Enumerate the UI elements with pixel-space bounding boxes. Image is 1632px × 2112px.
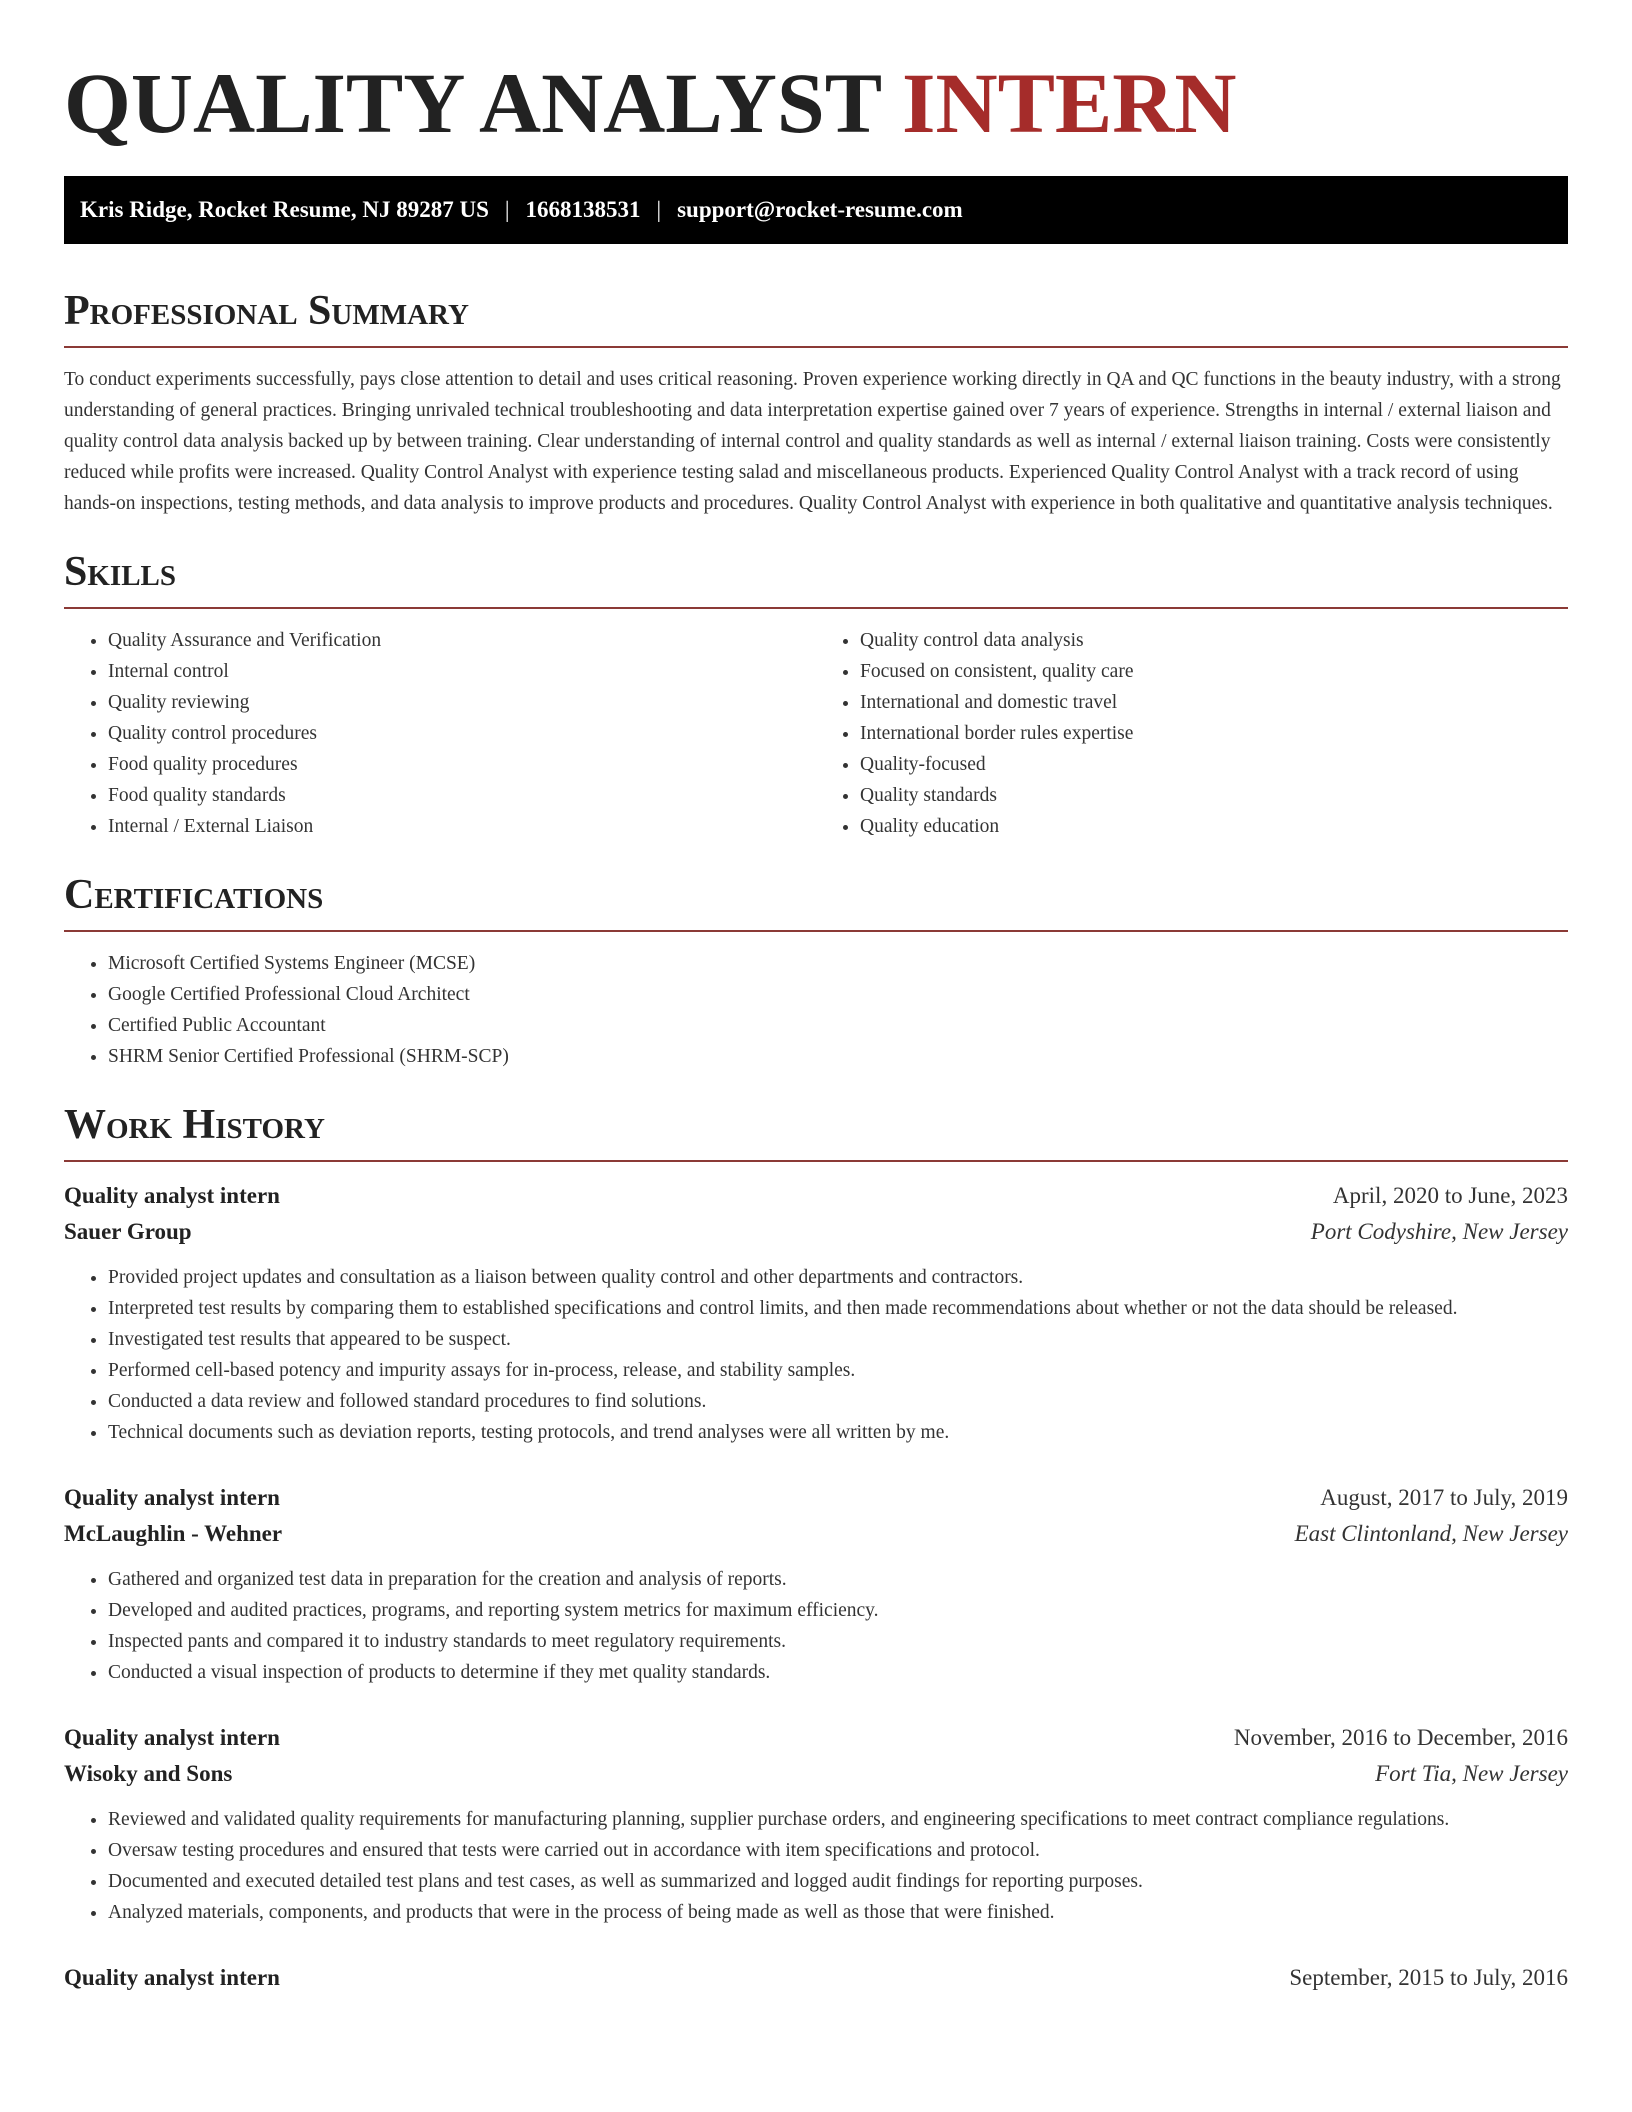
list-item: • SHRM Senior Certified Professional (SHRM-SCP) [108,1041,1568,1072]
list-item: • Quality standards [860,780,1568,811]
summary-text: To conduct experiments successfully, pays close attention to detail and uses critical reasoning. Proven experience working directly in QA and QC functions in the beauty industry, with a strong understanding of general practices. Bringing unrivaled technical troubleshooting and data interpretation expertise gained over 7 years of experience. Strengths in internal / external liaison and quality control data analysis backed up by between training. Clear understanding of internal control and quality standards as well as internal / external liaison training. Costs were consistently reduced while profits were increased. Quality Control Analyst with experience testing salad and miscellaneous products. Experienced Quality Control Analyst with a track record of using hands-on inspections, testing methods, and data analysis to improve products and procedures. Quality Control Analyst with experience in both qualitative and quantitative analysis techniques. [64,369,1561,514]
job-header-row [64,1480,1568,1516]
list-item: • Investigated test results that appeared to be suspect. [108,1324,1568,1355]
list-item: • Quality-focused [860,749,1568,780]
job-company: Sauer Group [64,1219,192,1244]
summary-section [64,288,1568,519]
jobs-list [64,1178,1568,1996]
job-bullets [64,1564,1568,1688]
resume-title [64,55,1568,151]
job-entry [64,1960,1568,1996]
contact-phone: 1668138531 [525,197,641,222]
job-company-row [64,1756,1568,1792]
list-item: • Provided project updates and consultation as a liaison between quality control and other departments and contractors. [108,1262,1568,1293]
job-entry [64,1480,1568,1688]
list-item: • Quality control procedures [108,718,816,749]
list-item: • Inspected pants and compared it to industry standards to meet regulatory requirements. [108,1626,1568,1657]
skills-section [64,549,1568,842]
job-entry [64,1178,1568,1448]
list-item: • International and domestic travel [860,687,1568,718]
contact-separator: | [504,197,510,222]
title-main: QUALITY ANALYST [64,55,881,151]
certifications-list [64,948,1568,1072]
section-heading: Certifications [64,872,324,918]
list-item: • Quality Assurance and Verification [108,625,816,656]
job-company: McLaughlin - Wehner [64,1521,283,1546]
job-header-row [64,1178,1568,1214]
skills-grid [64,609,1568,842]
job-dates: November, 2016 to December, 2016 [1233,1725,1568,1750]
job-location: Port Codyshire, New Jersey [1310,1219,1568,1244]
list-item: • Certified Public Accountant [108,1010,1568,1041]
list-item: • Quality reviewing [108,687,816,718]
job-dates: August, 2017 to July, 2019 [1320,1485,1568,1510]
contact-email: support@rocket-resume.com [677,197,963,222]
work-section [64,1102,1568,1996]
list-item: • Analyzed materials, components, and products that were in the process of being made as well as those that were finished. [108,1897,1568,1928]
title-accent: INTERN [902,55,1237,151]
list-item: • International border rules expertise [860,718,1568,749]
list-item: • Developed and audited practices, programs, and reporting system metrics for maximum efficiency. [108,1595,1568,1626]
list-item: • Performed cell-based potency and impurity assays for in-process, release, and stability samples. [108,1355,1568,1386]
list-item: • Internal / External Liaison [108,811,816,842]
list-item: • Gathered and organized test data in preparation for the creation and analysis of reports. [108,1564,1568,1595]
contact-bar [64,176,1568,244]
job-dates: April, 2020 to June, 2023 [1332,1183,1568,1208]
contact-address: Kris Ridge, Rocket Resume, NJ 89287 US [80,197,489,222]
list-item: • Technical documents such as deviation reports, testing protocols, and trend analyses were all written by me. [108,1417,1568,1448]
section-divider [64,930,1568,932]
list-item: • Conducted a data review and followed standard procedures to find solutions. [108,1386,1568,1417]
list-item: • Documented and executed detailed test plans and test cases, as well as summarized and logged audit findings for reporting purposes. [108,1866,1568,1897]
list-item: • Food quality procedures [108,749,816,780]
job-location: East Clintonland, New Jersey [1294,1521,1568,1546]
section-divider [64,346,1568,348]
resume-content [64,0,1568,1996]
section-heading: Work History [64,1102,325,1148]
list-item: • Focused on consistent, quality care [860,656,1568,687]
list-item: • Microsoft Certified Systems Engineer (MCSE) [108,948,1568,979]
contact-separator: | [656,197,662,222]
job-header-row [64,1960,1568,1996]
list-item: • Interpreted test results by comparing them to established specifications and control limits, and then made recommendations about whether or not the data should be released. [108,1293,1568,1324]
skills-list-right [816,625,1568,842]
job-bullets [64,1804,1568,1928]
job-company: Wisoky and Sons [64,1761,233,1786]
section-divider [64,1160,1568,1162]
job-title: Quality analyst intern [64,1485,280,1510]
job-location: Fort Tia, New Jersey [1375,1761,1568,1786]
job-dates: September, 2015 to July, 2016 [1289,1965,1568,1990]
job-title: Quality analyst intern [64,1965,280,1990]
list-item: • Conducted a visual inspection of products to determine if they met quality standards. [108,1657,1568,1688]
list-item: • Quality education [860,811,1568,842]
job-entry [64,1720,1568,1928]
section-heading: Professional Summary [64,288,469,334]
list-item: • Internal control [108,656,816,687]
list-item: • Oversaw testing procedures and ensured that tests were carried out in accordance with item specifications and protocol. [108,1835,1568,1866]
list-item: • Google Certified Professional Cloud Architect [108,979,1568,1010]
list-item: • Reviewed and validated quality requirements for manufacturing planning, supplier purchase orders, and engineering specifications to meet contract compliance regulations. [108,1804,1568,1835]
list-item: • Food quality standards [108,780,816,811]
job-title: Quality analyst intern [64,1183,280,1208]
list-item: • Quality control data analysis [860,625,1568,656]
section-heading: Skills [64,549,177,595]
certifications-section [64,872,1568,1072]
skills-list-left [64,625,816,842]
job-title: Quality analyst intern [64,1725,280,1750]
job-company-row [64,1516,1568,1552]
job-bullets [64,1262,1568,1448]
job-header-row [64,1720,1568,1756]
job-company-row [64,1214,1568,1250]
